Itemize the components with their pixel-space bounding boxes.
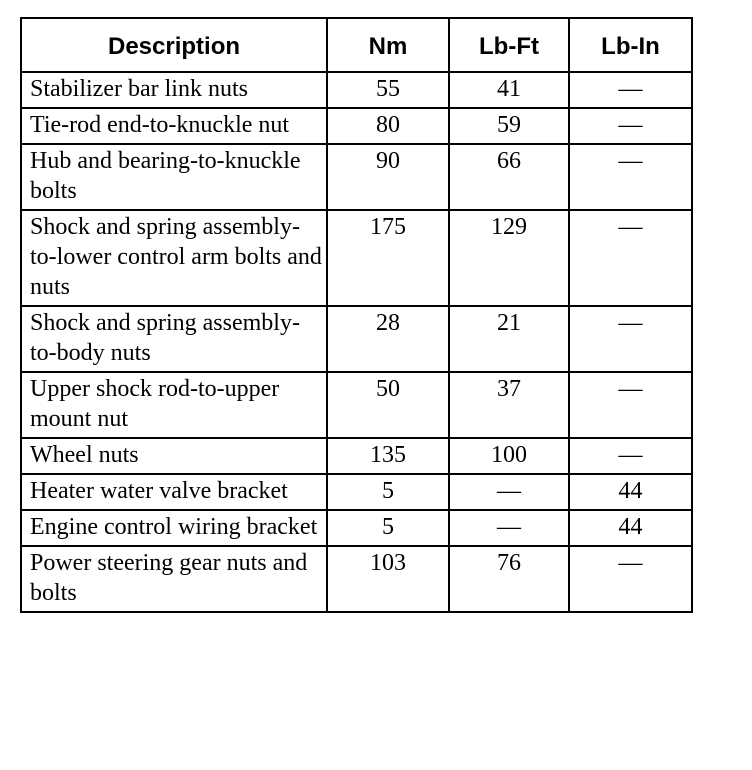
table-row <box>21 510 692 546</box>
cell-nm: 28 <box>327 306 449 372</box>
table-row <box>21 546 692 612</box>
cell-lb-ft: 21 <box>449 306 569 372</box>
cell-description: Upper shock rod-to-upper mount nut <box>21 372 327 438</box>
cell-nm: 135 <box>327 438 449 474</box>
cell-lb-ft: — <box>449 510 569 546</box>
header-nm: Nm <box>327 18 449 72</box>
table-row <box>21 306 692 372</box>
table-row <box>21 474 692 510</box>
cell-nm: 103 <box>327 546 449 612</box>
cell-lb-in: — <box>569 72 692 108</box>
torque-specifications-table <box>20 17 693 613</box>
table-row <box>21 372 692 438</box>
cell-nm: 50 <box>327 372 449 438</box>
cell-lb-in: — <box>569 306 692 372</box>
cell-lb-in: 44 <box>569 510 692 546</box>
cell-lb-ft: 100 <box>449 438 569 474</box>
cell-lb-ft: 129 <box>449 210 569 306</box>
header-lb-in: Lb-In <box>569 18 692 72</box>
cell-lb-ft: 66 <box>449 144 569 210</box>
table-row <box>21 438 692 474</box>
cell-lb-ft: 37 <box>449 372 569 438</box>
cell-lb-ft: 59 <box>449 108 569 144</box>
cell-lb-in: — <box>569 438 692 474</box>
cell-description: Power steering gear nuts and bolts <box>21 546 327 612</box>
cell-nm: 5 <box>327 474 449 510</box>
header-description: Description <box>21 18 327 72</box>
cell-nm: 5 <box>327 510 449 546</box>
cell-lb-ft: — <box>449 474 569 510</box>
table-row <box>21 144 692 210</box>
cell-lb-in: — <box>569 372 692 438</box>
cell-lb-ft: 41 <box>449 72 569 108</box>
cell-lb-in: — <box>569 210 692 306</box>
cell-lb-in: — <box>569 144 692 210</box>
header-row <box>21 18 692 72</box>
cell-nm: 90 <box>327 144 449 210</box>
cell-description: Engine control wiring bracket <box>21 510 327 546</box>
cell-nm: 55 <box>327 72 449 108</box>
cell-lb-in: — <box>569 546 692 612</box>
table-row <box>21 210 692 306</box>
cell-description: Shock and spring assembly-to-lower control arm bolts and nuts <box>21 210 327 306</box>
cell-lb-in: 44 <box>569 474 692 510</box>
cell-description: Tie-rod end-to-knuckle nut <box>21 108 327 144</box>
cell-description: Wheel nuts <box>21 438 327 474</box>
cell-description: Heater water valve bracket <box>21 474 327 510</box>
table-row <box>21 108 692 144</box>
cell-nm: 80 <box>327 108 449 144</box>
table-row <box>21 72 692 108</box>
cell-description: Shock and spring assembly-to-body nuts <box>21 306 327 372</box>
cell-lb-ft: 76 <box>449 546 569 612</box>
header-lb-ft: Lb-Ft <box>449 18 569 72</box>
cell-description: Hub and bearing-to-knuckle bolts <box>21 144 327 210</box>
cell-lb-in: — <box>569 108 692 144</box>
cell-nm: 175 <box>327 210 449 306</box>
cell-description: Stabilizer bar link nuts <box>21 72 327 108</box>
